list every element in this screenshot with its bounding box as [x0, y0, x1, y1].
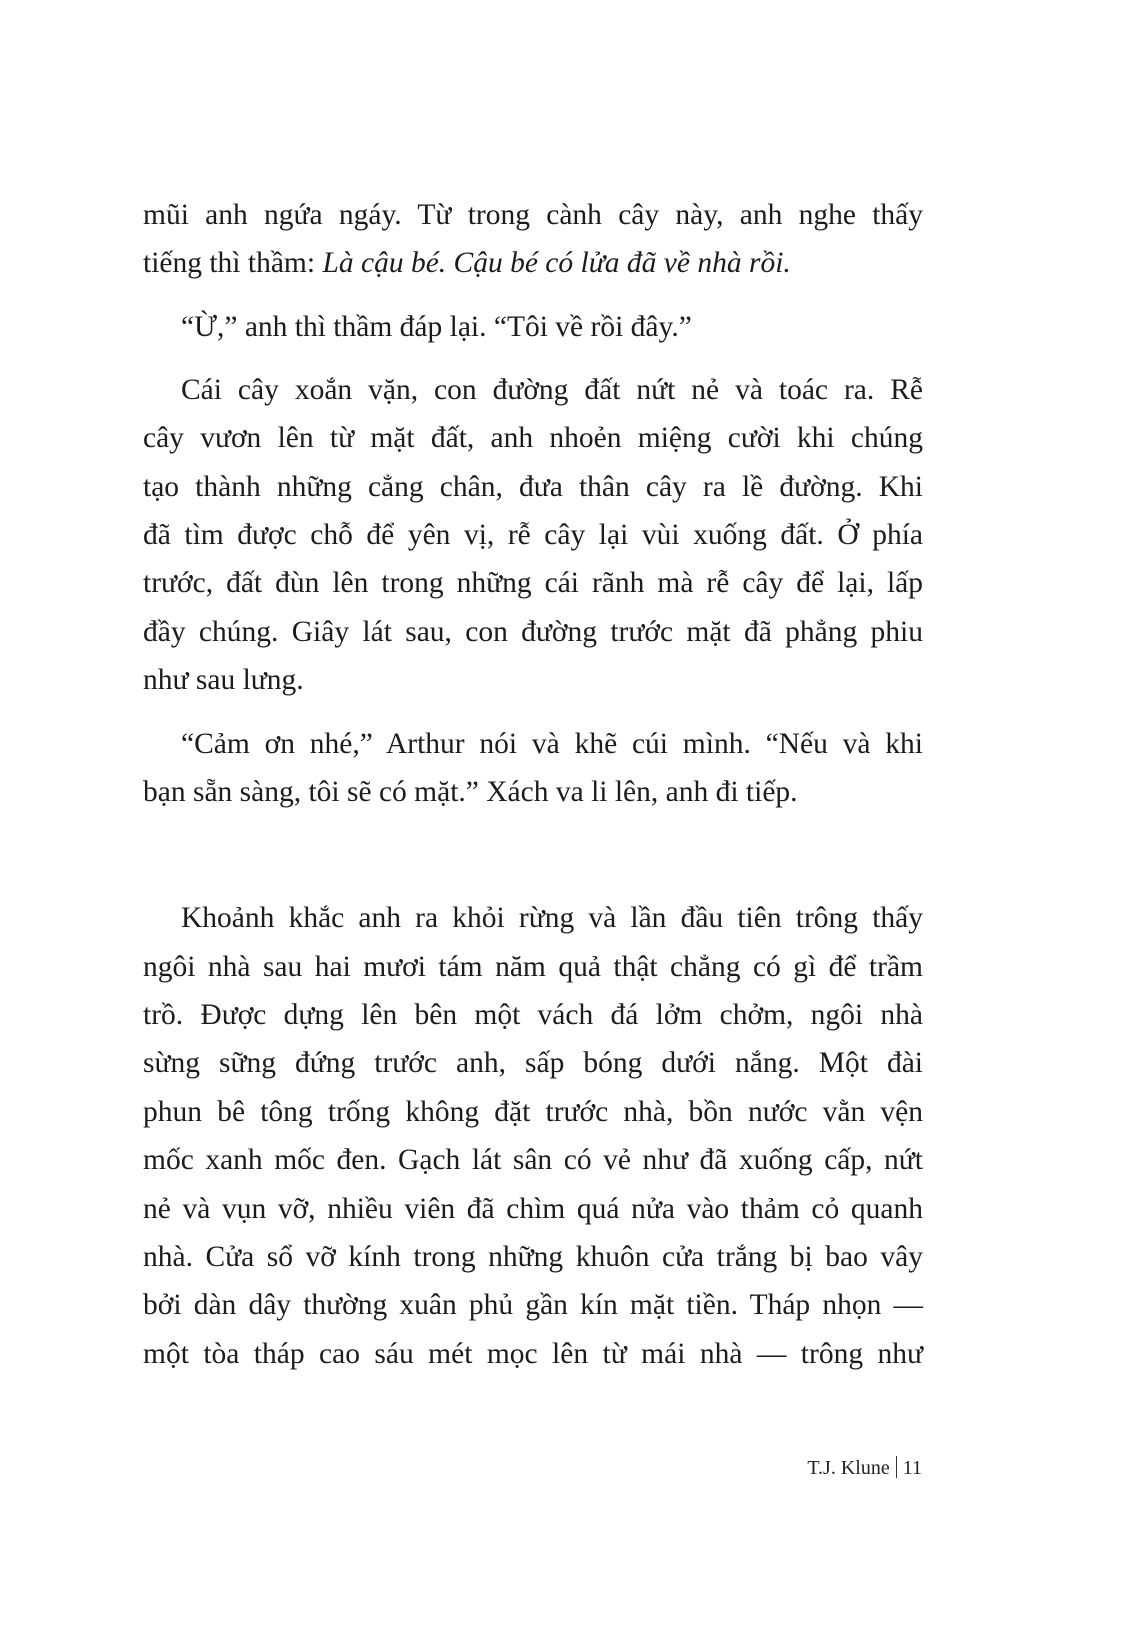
line-text: sừng sững đứng trước anh, sấp bóng dưới nắng. Một đài [143, 1047, 923, 1079]
text-line [143, 418, 923, 458]
footer-author: T.J. Klune [807, 1457, 890, 1479]
line-text: cây vươn lên từ mặt đất, anh nhoẻn miệng cười khi chúng [143, 422, 923, 454]
line-text: mũi anh ngứa ngáy. Từ trong cành cây này, anh nghe thấy [143, 199, 923, 231]
line-text: mốc xanh mốc đen. Gạch lát sân có vẻ như đã xuống cấp, nứt [143, 1144, 923, 1176]
line-text: Khoảnh khắc anh ra khỏi rừng và lần đầu tiên trông thấy [181, 902, 923, 934]
text-line [143, 660, 923, 700]
italic-thought: Là cậu bé. Cậu bé có lửa đã về nhà rồi. [322, 247, 791, 279]
text-line [143, 1140, 923, 1180]
text-line [143, 995, 923, 1035]
text-line [143, 563, 923, 603]
page-number: 11 [902, 1457, 922, 1479]
line-text: tiếng thì thầm: [143, 247, 323, 279]
text-line [143, 195, 923, 235]
line-text: ngôi nhà sau hai mươi tám năm quả thật chẳng có gì để trầm [143, 951, 923, 983]
text-line [143, 1092, 923, 1132]
line-text: đã tìm được chỗ để yên vị, rễ cây lại vùi xuống đất. Ở phía [143, 519, 923, 551]
line-text: trồ. Được dựng lên bên một vách đá lởm chởm, ngôi nhà [143, 999, 923, 1031]
line-text: nẻ và vụn vỡ, nhiều viên đã chìm quá nửa vào thảm cỏ quanh [143, 1193, 923, 1225]
footer-divider [896, 1456, 897, 1478]
line-text: một tòa tháp cao sáu mét mọc lên từ mái nhà — trông như [143, 1338, 923, 1370]
text-line [143, 1043, 923, 1083]
line-text: như sau lưng. [143, 664, 304, 696]
line-text: Cái cây xoắn vặn, con đường đất nứt nẻ và toác ra. Rễ [181, 374, 923, 406]
text-line [143, 467, 923, 507]
line-text: tạo thành những cẳng chân, đưa thân cây ra lề đường. Khi [143, 471, 923, 503]
text-line [143, 772, 923, 812]
text-line [143, 1237, 923, 1277]
line-text: đầy chúng. Giây lát sau, con đường trước mặt đã phẳng phiu [143, 616, 923, 648]
running-footer [807, 1454, 922, 1482]
line-text: “Cảm ơn nhé,” Arthur nói và khẽ cúi mình. “Nếu và khi [181, 728, 923, 760]
text-line [143, 515, 923, 555]
line-text: bạn sẵn sàng, tôi sẽ có mặt.” Xách va li lên, anh đi tiếp. [143, 776, 798, 808]
line-text: trước, đất đùn lên trong những cái rãnh mà rễ cây để lại, lấp [143, 567, 923, 599]
text-line [181, 724, 923, 764]
line-text: nhà. Cửa sổ vỡ kính trong những khuôn cửa trắng bị bao vây [143, 1241, 923, 1273]
text-line [143, 1334, 923, 1374]
text-line [143, 612, 923, 652]
line-text: bởi dàn dây thường xuân phủ gần kín mặt tiền. Tháp nhọn — [143, 1289, 923, 1321]
line-text: phun bê tông trống không đặt trước nhà, bồn nước vằn vện [143, 1096, 923, 1128]
text-line [181, 370, 923, 410]
text-line [143, 1189, 923, 1229]
text-line [181, 898, 923, 938]
line-text: “Ừ,” anh thì thầm đáp lại. “Tôi về rồi đây.” [181, 311, 692, 343]
text-line [181, 307, 923, 347]
text-line [143, 1285, 923, 1325]
text-line [143, 947, 923, 987]
text-line [143, 243, 923, 283]
